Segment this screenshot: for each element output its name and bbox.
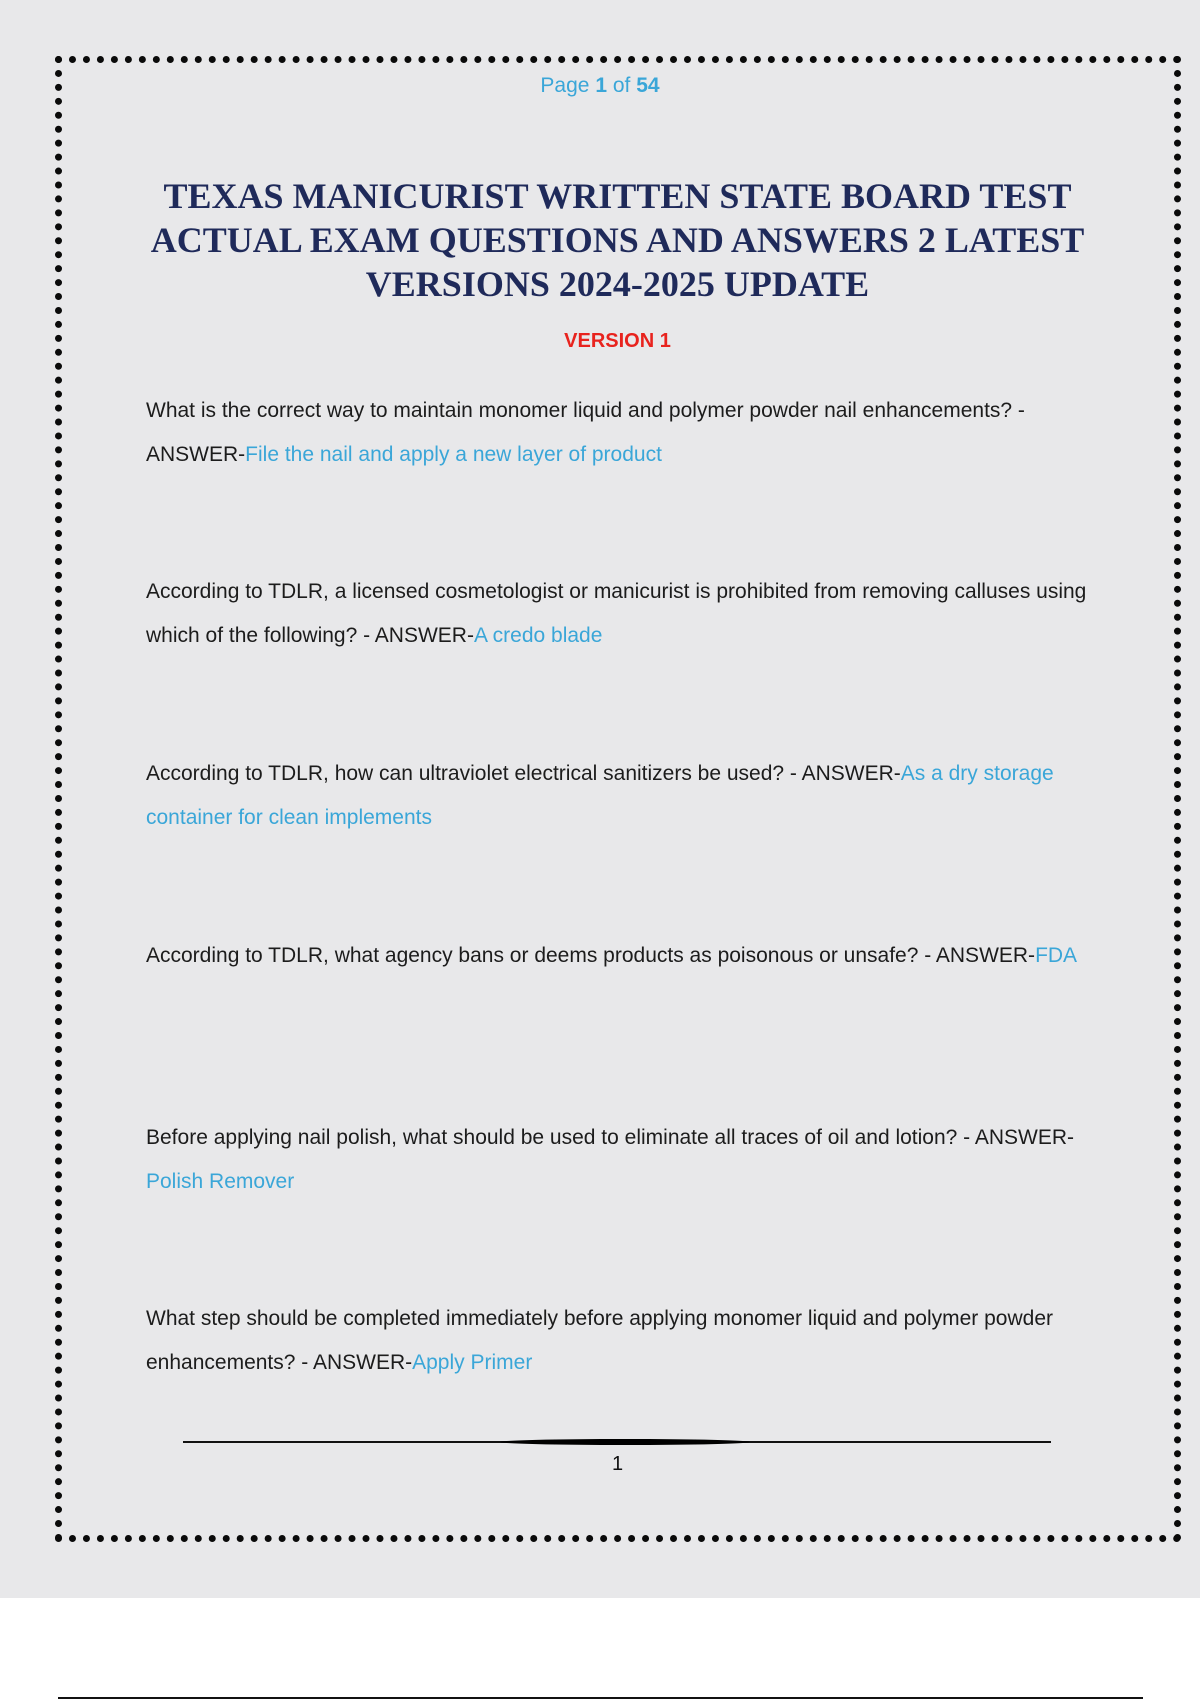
qa-item-3 (146, 752, 1096, 840)
next-page-rule (58, 1697, 1143, 1699)
answer-text: File the nail and apply a new layer of product (245, 443, 662, 466)
qa-item-1 (146, 389, 1096, 477)
qa-item-2 (146, 570, 1096, 658)
question-text: According to TDLR, how can ultraviolet electrical sanitizers be used? - ANSWER- (146, 762, 901, 785)
answer-text: Polish Remover (146, 1170, 295, 1193)
question-text: According to TDLR, a licensed cosmetologist or manicurist is prohibited from removing calluses using which of the following? - ANSWER- (146, 580, 1087, 647)
page-indicator (0, 74, 1200, 98)
page-current: 1 (595, 74, 607, 97)
answer-text: As a dry storage container for clean implements (146, 762, 1054, 829)
answer-text: Apply Primer (412, 1351, 533, 1374)
answer-text: FDA (1035, 944, 1078, 967)
version-label: VERSION 1 (564, 330, 671, 352)
document-title: TEXAS MANICURIST WRITTEN STATE BOARD TEST ACTUAL EXAM QUESTIONS AND ANSWERS 2 LATEST VERSIONS 2024-2025 UPDATE (150, 176, 1085, 304)
question-text: Before applying nail polish, what should be used to eliminate all traces of oil and lotion? - ANSWER- (146, 1126, 1075, 1149)
page-total: 54 (636, 74, 660, 97)
page-label: Page (540, 74, 590, 97)
question-text: According to TDLR, what agency bans or deems products as poisonous or unsafe? - ANSWER- (146, 944, 1036, 967)
qa-item-6 (146, 1297, 1096, 1385)
qa-item-4 (146, 934, 1096, 978)
question-text: What is the correct way to maintain monomer liquid and polymer powder nail enhancements? - ANSWER- (146, 399, 1025, 466)
answer-text: A credo blade (473, 624, 603, 647)
footer-page-number: 1 (611, 1453, 624, 1475)
qa-item-5 (146, 1116, 1096, 1204)
question-text: What step should be completed immediately before applying monomer liquid and polymer powder enhancements? - ANSWER- (146, 1307, 1053, 1374)
page-of: of (612, 74, 631, 97)
footer-rule-accent (500, 1439, 750, 1445)
